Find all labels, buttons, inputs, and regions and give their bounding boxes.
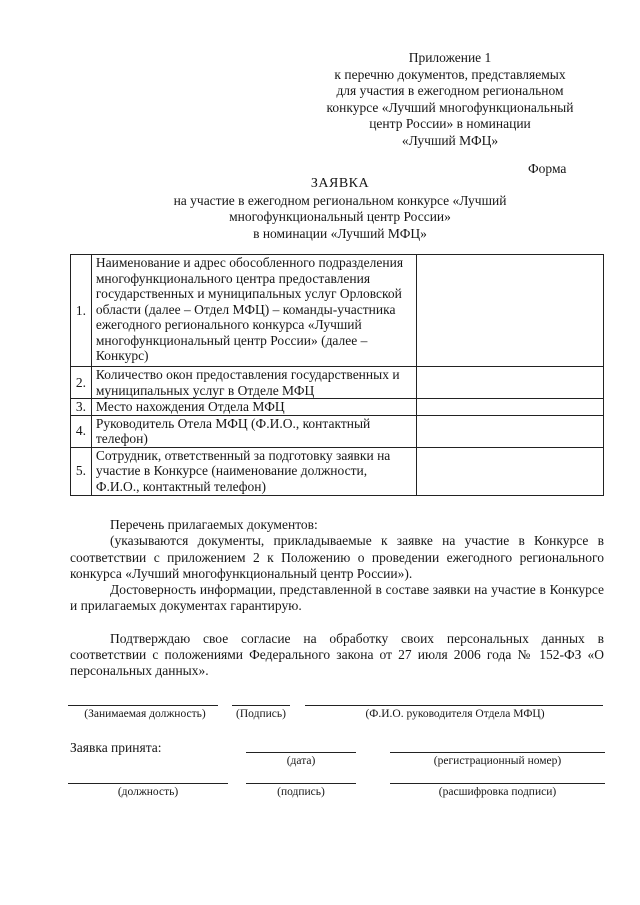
position-caption: (Занимаемая должность) [84,708,206,720]
row-description: Наименование и адрес обособленного подразделения многофункционального центра предоставления государственных и муниципальных услуг Орловской области (далее – Отдел МФЦ) – команды-участника ежегодного регионального конкурса «Лучший многофункциональный центр России» (далее – Конкурс) [91,255,416,367]
row-value-field[interactable] [416,447,603,495]
row-number: 5. [71,447,92,495]
appendix-header [300,50,600,149]
signature-caption: (Подпись) [236,708,286,720]
title-line: на участие в ежегодном региональном конкурсе «Лучший [173,192,507,208]
appendix-line: центр России» в номинации [369,116,531,131]
title-heading: ЗАЯВКА [310,176,370,191]
row-description: Место нахождения Отдела МФЦ [91,399,416,416]
row-description: Руководитель Отела МФЦ (Ф.И.О., контактный телефон) [91,415,416,447]
table-row [71,367,604,399]
acceptor-position-caption: (должность) [117,786,179,798]
row-description: Количество окон предоставления государственных и муниципальных услуг в Отделе МФЦ [91,367,416,399]
acceptor-signature-line[interactable] [246,783,356,784]
signature-line[interactable] [232,705,290,706]
form-label: Форма [528,161,567,176]
body-text [70,517,604,680]
attachments-heading: Перечень прилагаемых документов: [110,517,318,532]
row-value-field[interactable] [416,367,603,399]
date-line[interactable] [246,752,356,753]
row-number: 2. [71,367,92,399]
table-row [71,255,604,367]
appendix-line: «Лучший МФЦ» [401,132,499,148]
table-row [71,415,604,447]
date-caption: (дата) [286,755,316,767]
position-line[interactable] [68,705,218,706]
table-row [71,399,604,416]
registration-number-line[interactable] [390,752,605,753]
signature-decode-caption: (расшифровка подписи) [438,786,557,798]
appendix-line: для участия в ежегодном региональном [336,83,564,98]
row-value-field[interactable] [416,255,603,367]
consent-statement: Подтверждаю свое согласие на обработку своих персональных данных в соответствии с положениями Федерального закона от 27 июля 2006 года № 152-ФЗ «О персональных данных». [70,630,604,679]
director-name-line[interactable] [305,705,603,706]
acceptor-position-line[interactable] [68,783,228,784]
director-name-caption: (Ф.И.О. руководителя Отдела МФЦ) [365,708,545,720]
document-title [120,176,560,242]
registration-number-caption: (регистрационный номер) [433,755,562,767]
accepted-label: Заявка принята: [70,740,162,755]
acceptor-signature-caption: (подпись) [277,786,325,798]
title-line: многофункциональный центр России» [229,209,451,224]
appendix-line: Приложение 1 [408,50,492,65]
title-line: в номинации «Лучший МФЦ» [253,225,427,241]
row-value-field[interactable] [416,399,603,416]
row-number: 3. [71,399,92,416]
reliability-statement: Достоверность информации, представленной в составе заявки на участие в Конкурсе и прилагаемых документах гарантирую. [70,582,604,614]
row-number: 4. [71,415,92,447]
row-number: 1. [71,255,92,367]
row-value-field[interactable] [416,415,603,447]
attachments-note: (указываются документы, прикладываемые к заявке на участие в Конкурсе в соответствии с приложением 2 к Положению о проведении ежегодного регионального конкурса «Лучший многофункциональный центр России»). [70,533,604,581]
table-row [71,447,604,495]
row-description: Сотрудник, ответственный за подготовку заявки на участие в Конкурсе (наименование должности, Ф.И.О., контактный телефон) [91,447,416,495]
appendix-line: к перечню документов, представляемых [334,66,566,82]
signature-decode-line[interactable] [390,783,605,784]
application-table [70,254,604,496]
appendix-line: конкурсе «Лучший многофункциональный [326,99,574,115]
